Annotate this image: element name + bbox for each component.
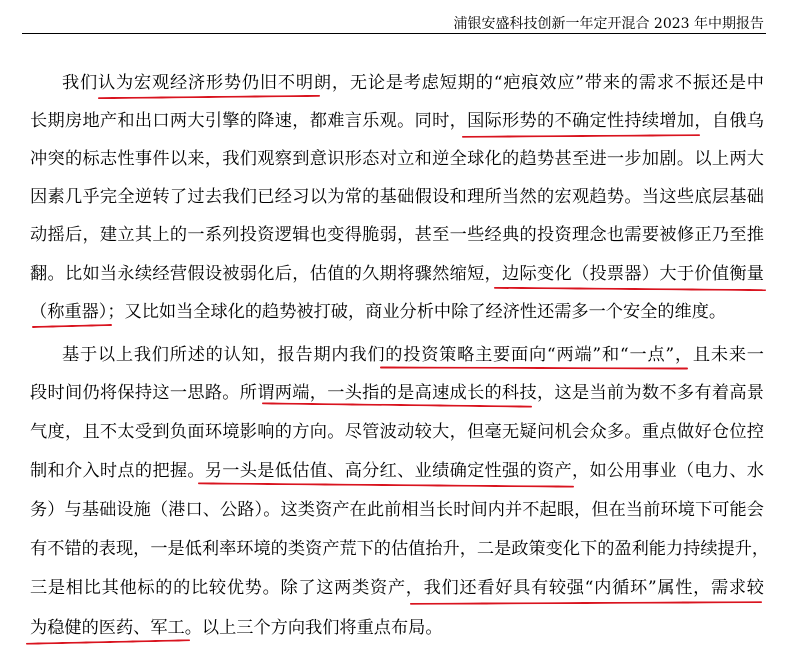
paragraph-2-line: 三是相比其他标的的比较优势。除了这两类资产，我们还看好具有较强“内循环”属性，需求较	[30, 578, 764, 598]
report-title: 浦银安盛科技创新一年定开混合 2023 年中期报告	[453, 16, 764, 32]
paragraph-1-line: 因素几乎完全逆转了过去我们已经习以为常的基础假设和理所当然的宏观趋势。当这些底层基础	[30, 187, 764, 207]
paragraph-2-line: 务）与基础设施（港口、公路）。这类资产在此前相当长时间内并不起眼，但在当前环境下可能会	[30, 500, 764, 520]
red-underline-domestic-cycle	[410, 601, 762, 605]
page-header	[22, 8, 766, 34]
paragraph-2-line: 段时间仍将保持这一思路。所谓两端，一头指的是高速成长的科技，这是当前为数不多有着高景	[30, 383, 764, 403]
paragraph-1-line: 我们认为宏观经济形势仍旧不明朗，无论是考虑短期的“疤痕效应”带来的需求不振还是中	[62, 73, 764, 93]
red-underline-international-uncertainty	[462, 134, 700, 138]
red-underline-low-valuation-assets	[198, 482, 574, 487]
paragraph-1-line: （称重器）；又比如当全球化的趋势被打破，商业分析中除了经济性还需多一个安全的维度。	[30, 302, 727, 322]
paragraph-2-line: 基于以上我们所述的认知，报告期内我们的投资策略主要面向“两端”和“一点”，且未来一	[62, 345, 764, 365]
paragraph-1-line: 长期房地产和出口两大引擎的降速，都难言乐观。同时，国际形势的不确定性持续增加，自俄乌	[30, 111, 764, 131]
paragraph-1-line: 冲突的标志性事件以来，我们观察到意识形态对立和逆全球化的趋势甚至进一步加剧。以上两大	[30, 149, 764, 169]
paragraph-2-line: 有不错的表现，一是低利率环境的类资产荒下的估值抬升，二是政策变化下的盈利能力持续提升，	[30, 539, 770, 559]
red-underline-macro-outlook	[98, 95, 320, 99]
red-underline-weighing-machine	[32, 324, 112, 328]
paragraph-1-line: 翻。比如当永续经营假设被弱化后，估值的久期将骤然缩短，边际变化（投票器）大于价值衡量	[30, 264, 764, 284]
red-underline-marginal-change	[494, 287, 766, 291]
red-underline-strategy-two-ends	[380, 366, 688, 369]
red-underline-pharma-military	[26, 639, 190, 644]
paragraph-2-line: 为稳健的医药、军工。以上三个方向我们将重点布局。	[30, 618, 443, 638]
paragraph-2-line: 气度，且不太受到负面环境影响的方向。尽管波动较大，但毫无疑问机会众多。重点做好仓位控	[30, 422, 764, 442]
paragraph-1-line: 动摇后，建立其上的一系列投资逻辑也变得脆弱，甚至一些经典的投资理念也需要被修正乃至推	[30, 225, 764, 245]
paragraph-2-line: 制和介入时点的把握。另一头是低估值、高分红、业绩确定性强的资产，如公用事业（电力、水	[30, 461, 764, 481]
